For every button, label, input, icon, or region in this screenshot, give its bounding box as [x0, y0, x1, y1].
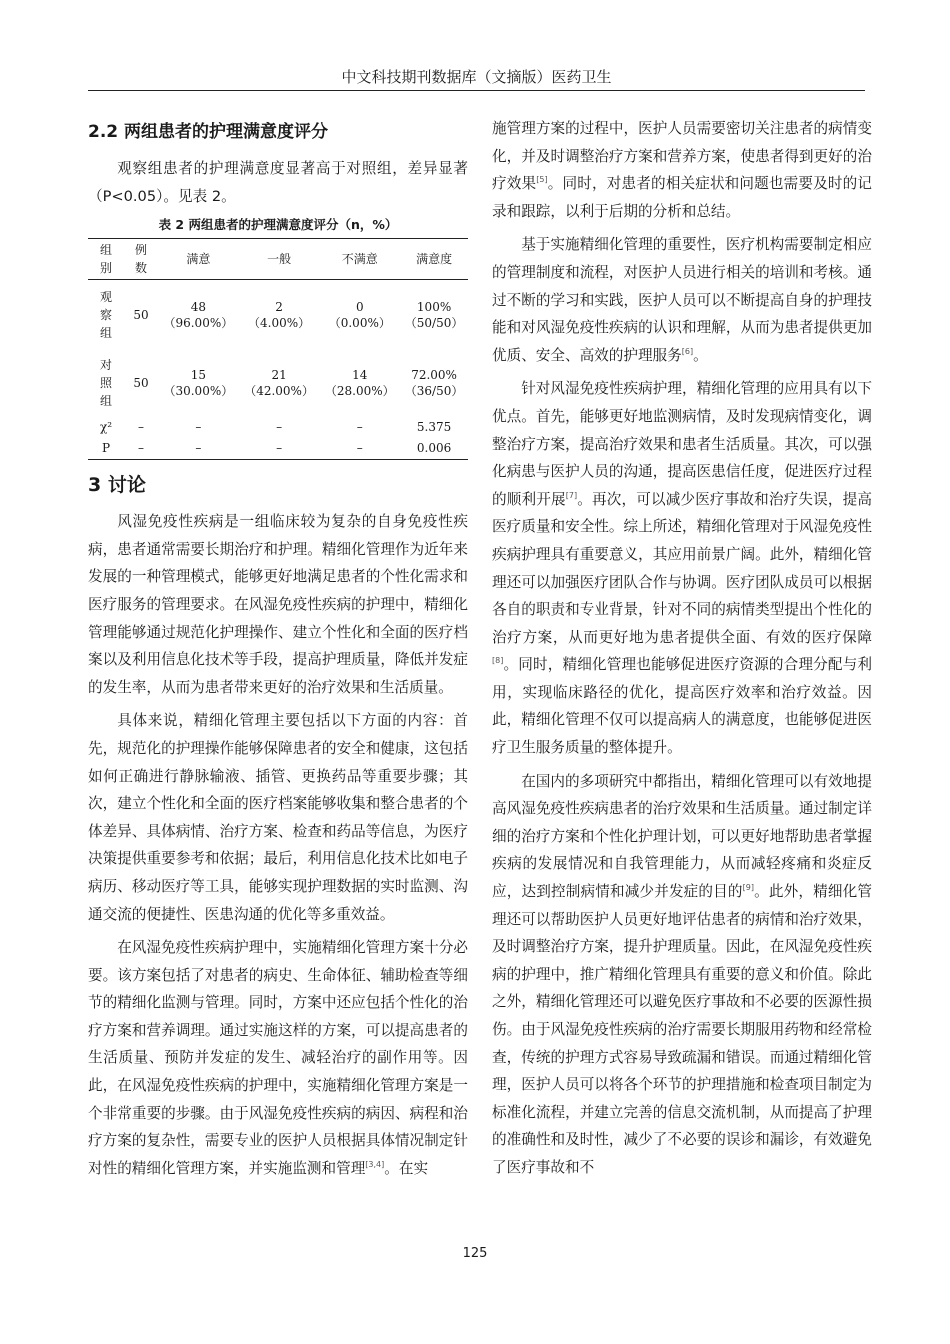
- row-count: 50: [133, 307, 149, 322]
- row-group-label: 对照组: [99, 357, 112, 408]
- journal-header: 中文科技期刊数据库（文摘版）医药卫生: [88, 64, 865, 91]
- right-paragraph-2: 基于实施精细化管理的重要性，医疗机构需要制定相应的管理制度和流程，对医护人员进行相关的培训和考核。通过不断的学习和实践，医护人员可以不断提高自身的护理技能和对风湿免疫性疾病的认识和理解，从而为患者提供更加优质、安全、高效的护理服务[6]。: [492, 236, 872, 364]
- citation: [9]: [742, 883, 755, 893]
- right-paragraph-4: 在国内的多项研究中都指出，精细化管理可以有效地提高风湿免疫性疾病患者的治疗效果和生活质量。通过制定详细的治疗方案和个性化护理计划，可以更好地帮助患者掌握疾病的发展情况和自我管理能力，从而减轻疼痛和炎症反应，达到控制病情和减少并发症的目的[9]。此外，精细化管理还可以帮助医护人员更好地评估患者的病情和治疗效果，及时调整治疗方案，提升护理质量。因此，在风湿免疫性疾病的护理中，推广精细化管理具有重要的意义和价值。除此之外，精细化管理还可以避免医疗事故和不必要的医源性损伤。由于风湿免疫性疾病的治疗需要长期服用药物和经常检查，传统的护理方式容易导致疏漏和错误。而通过精细化管理，医护人员可以将各个环节的护理措施和检查项目制定为标准化流程，并建立完善的信息交流机制，从而提高了护理的准确性和及时性，减少了不必要的误诊和漏诊，有效避免了医疗事故和不: [492, 772, 872, 1176]
- table-row-control: [88, 350, 468, 416]
- cell-satisfied: 15 （30.00%）: [163, 367, 234, 398]
- stat-value: 5.375: [416, 419, 452, 434]
- col-header-unsatisfied: 不满意: [341, 252, 378, 267]
- cell-general: 21 （42.00%）: [244, 367, 314, 398]
- col-header-group: 组别: [99, 243, 112, 276]
- discussion-paragraph-2: 具体来说，精细化管理主要包括以下方面的内容：首先，规范化的护理操作能够保障患者的安全和健康，这包括如何正确进行静脉输液、插管、更换药品等重要步骤；其次，建立个性化和全面的医疗档案能够收集和整合患者的个体差异、具体病情、治疗方案、检查和药品等信息，为医疗决策提供重要参考和依据；最后，利用信息化技术比如电子病历、移动医疗等工具，能够实现护理数据的实时监测、沟通交流的便捷性、医患沟通的优化等多重效益。: [88, 712, 468, 923]
- cell-general: 2 （4.00%）: [248, 299, 311, 330]
- citation: [8]: [492, 656, 504, 666]
- cell-satisfied: 48 （96.00%）: [163, 299, 234, 330]
- section-2-2-heading: 2.2 两组患者的护理满意度评分: [88, 122, 329, 142]
- cell-rate: 100% （50/50）: [404, 299, 464, 330]
- citation: [6]: [681, 346, 694, 356]
- citation: [5]: [536, 175, 548, 185]
- right-paragraph-3: 针对风湿免疫性疾病护理，精细化管理的应用具有以下优点。首先，能够更好地监测病情，及时发现病情变化，调整治疗方案，提高治疗效果和患者生活质量。其次，可以强化病患与医护人员的沟通，提高医患信任度，促进医疗过程的顺利开展[7]。再次，可以减少医疗事故和治疗失误，提高医疗质量和安全性。综上所述，精细化管理对于风湿免疫性疾病护理具有重要意义，其应用前景广阔。此外，精细化管理还可以加强医疗团队合作与协调。医疗团队成员可以根据各自的职责和专业背景，针对不同的病情类型提出个性化的治疗方案，从而更好地为患者提供全面、有效的医疗保障[8]。同时，精细化管理也能够促进医疗资源的合理分配与利用，实现临床路径的优化，提高医疗效率和治疗效益。因此，精细化管理不仅可以提高病人的满意度，也能够促进医疗卫生服务质量的整体提升。: [492, 380, 872, 757]
- stat-label: χ²: [99, 419, 113, 434]
- cell-unsatisfied: 0 （0.00%）: [328, 299, 391, 330]
- col-header-count: 例数: [134, 243, 147, 276]
- row-group-label: 观察组: [99, 289, 112, 340]
- table-row-p: P – – – – 0.006: [88, 438, 468, 460]
- page-number: 125: [462, 1246, 488, 1261]
- table-2-title: 表 2 两组患者的护理满意度评分（n，%）: [158, 217, 398, 233]
- table-row-chi-square: χ² – – – – 5.375: [88, 416, 468, 438]
- table-header-row: [88, 239, 468, 280]
- col-header-satisfied: 满意: [186, 252, 211, 267]
- row-count: 50: [133, 375, 149, 390]
- section-2-2-paragraph: 观察组患者的护理满意度显著高于对照组，差异显著（P<0.05）。见表 2。: [88, 160, 468, 205]
- citation: [3,4]: [365, 1159, 385, 1169]
- stat-value: 0.006: [416, 441, 452, 456]
- cell-unsatisfied: 14 （28.00%）: [324, 367, 395, 398]
- col-header-general: 一般: [267, 252, 292, 267]
- left-column: [88, 115, 468, 1188]
- table-2: [88, 238, 468, 460]
- stat-label: P: [101, 441, 111, 456]
- col-header-rate: 满意度: [416, 252, 453, 267]
- right-column: [492, 115, 872, 1188]
- discussion-paragraph-1: 风湿免疫性疾病是一组临床较为复杂的自身免疫性疾病，患者通常需要长期治疗和护理。精细化管理作为近年来发展的一种管理模式，能够更好地满足患者的个性化需求和医疗服务的管理要求。在风湿免疫性疾病的护理中，精细化管理能够通过规范化护理操作、建立个性化和全面的医疗档案以及利用信息化技术等手段，提高护理质量，降低并发症的发生率，从而为患者带来更好的治疗效果和生活质量。: [88, 513, 468, 696]
- right-paragraph-1: 施管理方案的过程中，医护人员需要密切关注患者的病情变化，并及时调整治疗方案和营养方案，使患者得到更好的治疗效果[5]。同时，对患者的相关症状和问题也需要及时的记录和跟踪，以利于后期的分析和总结。: [492, 120, 872, 220]
- table-row-observation: [88, 280, 468, 350]
- section-3-heading: 3 讨论: [88, 474, 146, 497]
- citation: [7]: [565, 490, 578, 500]
- discussion-paragraph-3: 在风湿免疫性疾病护理中，实施精细化管理方案十分必要。该方案包括了对患者的病史、生命体征、辅助检查等细节的精细化监测与管理。同时，方案中还应包括个性化的治疗方案和营养调理。通过实施这样的方案，可以提高患者的生活质量、预防并发症的发生、减轻治疗的副作用等。因此，在风湿免疫性疾病的护理中，实施精细化管理方案是一个非常重要的步骤。由于风湿免疫性疾病的病因、病程和治疗方案的复杂性，需要专业的医护人员根据具体情况制定针对性的精细化管理方案，并实施监测和管理[3,4]。在实: [88, 939, 468, 1177]
- cell-rate: 72.00% （36/50）: [404, 367, 464, 398]
